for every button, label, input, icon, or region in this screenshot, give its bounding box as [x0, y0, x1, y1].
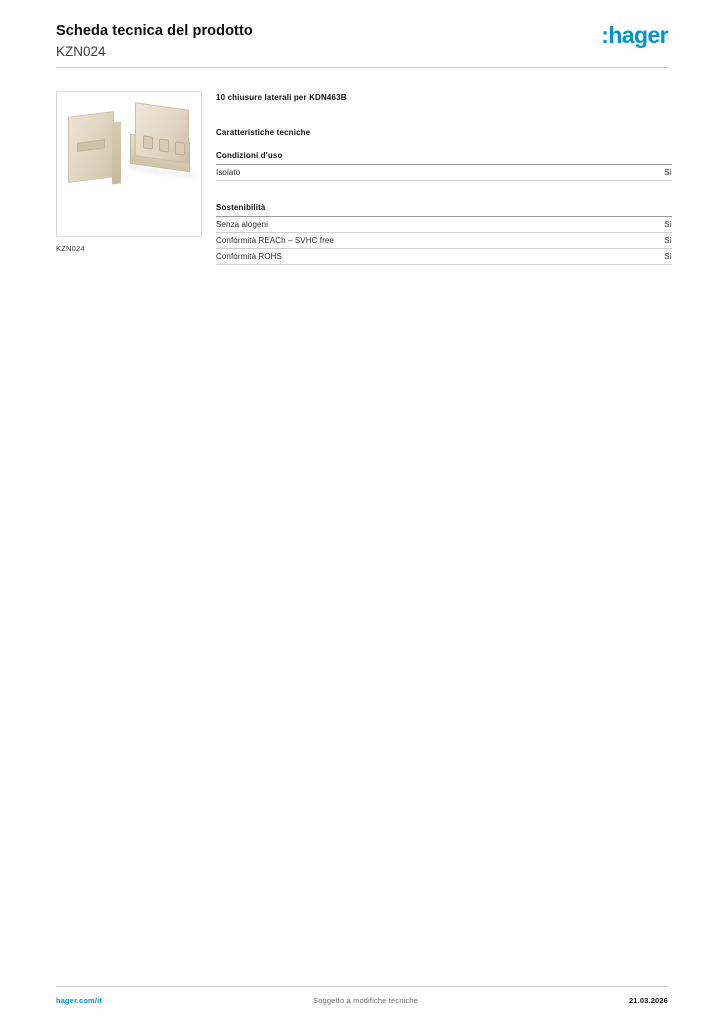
product-reference: KZN024: [56, 43, 106, 59]
spec-value: Sì: [664, 252, 672, 261]
spec-label: Conformità ROHS: [216, 252, 282, 261]
spec-row: [216, 233, 672, 249]
spec-value: Sì: [664, 236, 672, 245]
spec-label: Senza alogeni: [216, 220, 269, 229]
spec-row: [216, 249, 672, 265]
spec-section-sustainability: [216, 203, 672, 265]
product-image: [56, 91, 202, 237]
product-part-left: [68, 111, 114, 183]
page-title: Scheda tecnica del prodotto: [56, 23, 253, 39]
spec-row: [216, 165, 672, 181]
spec-label: Isolato: [216, 168, 241, 177]
document-header: [56, 22, 668, 61]
document-footer: [56, 996, 668, 1005]
spec-section-title: Sostenibilità: [216, 203, 672, 217]
header-titles: [56, 22, 253, 61]
footer-divider: [56, 986, 668, 987]
header-divider: [56, 67, 668, 68]
spec-row: [216, 217, 672, 233]
hager-logo: :hager: [601, 22, 668, 48]
product-clip: [143, 135, 153, 149]
product-clip: [159, 138, 169, 152]
technical-characteristics-heading: Caratteristiche tecniche: [216, 128, 311, 137]
spec-label: Conformità REACh – SVHC free: [216, 236, 334, 245]
product-figure: [56, 91, 204, 253]
footer-website-link[interactable]: hager.com/it: [56, 996, 102, 1005]
footer-note: Soggetto a modifiche tecniche: [313, 996, 418, 1005]
spec-section-conditions: [216, 151, 672, 181]
product-image-caption: KZN024: [56, 244, 85, 253]
spec-section-title: Condizioni d'uso: [216, 151, 672, 165]
footer-date: 21.03.2026: [628, 996, 668, 1005]
product-clip: [175, 141, 185, 155]
specifications: [216, 93, 672, 265]
spec-value: Sì: [664, 220, 672, 229]
product-description: 10 chiusure laterali per KDN463B: [216, 93, 347, 102]
spec-value: Sì: [664, 168, 672, 177]
product-part-left-side: [112, 121, 121, 184]
